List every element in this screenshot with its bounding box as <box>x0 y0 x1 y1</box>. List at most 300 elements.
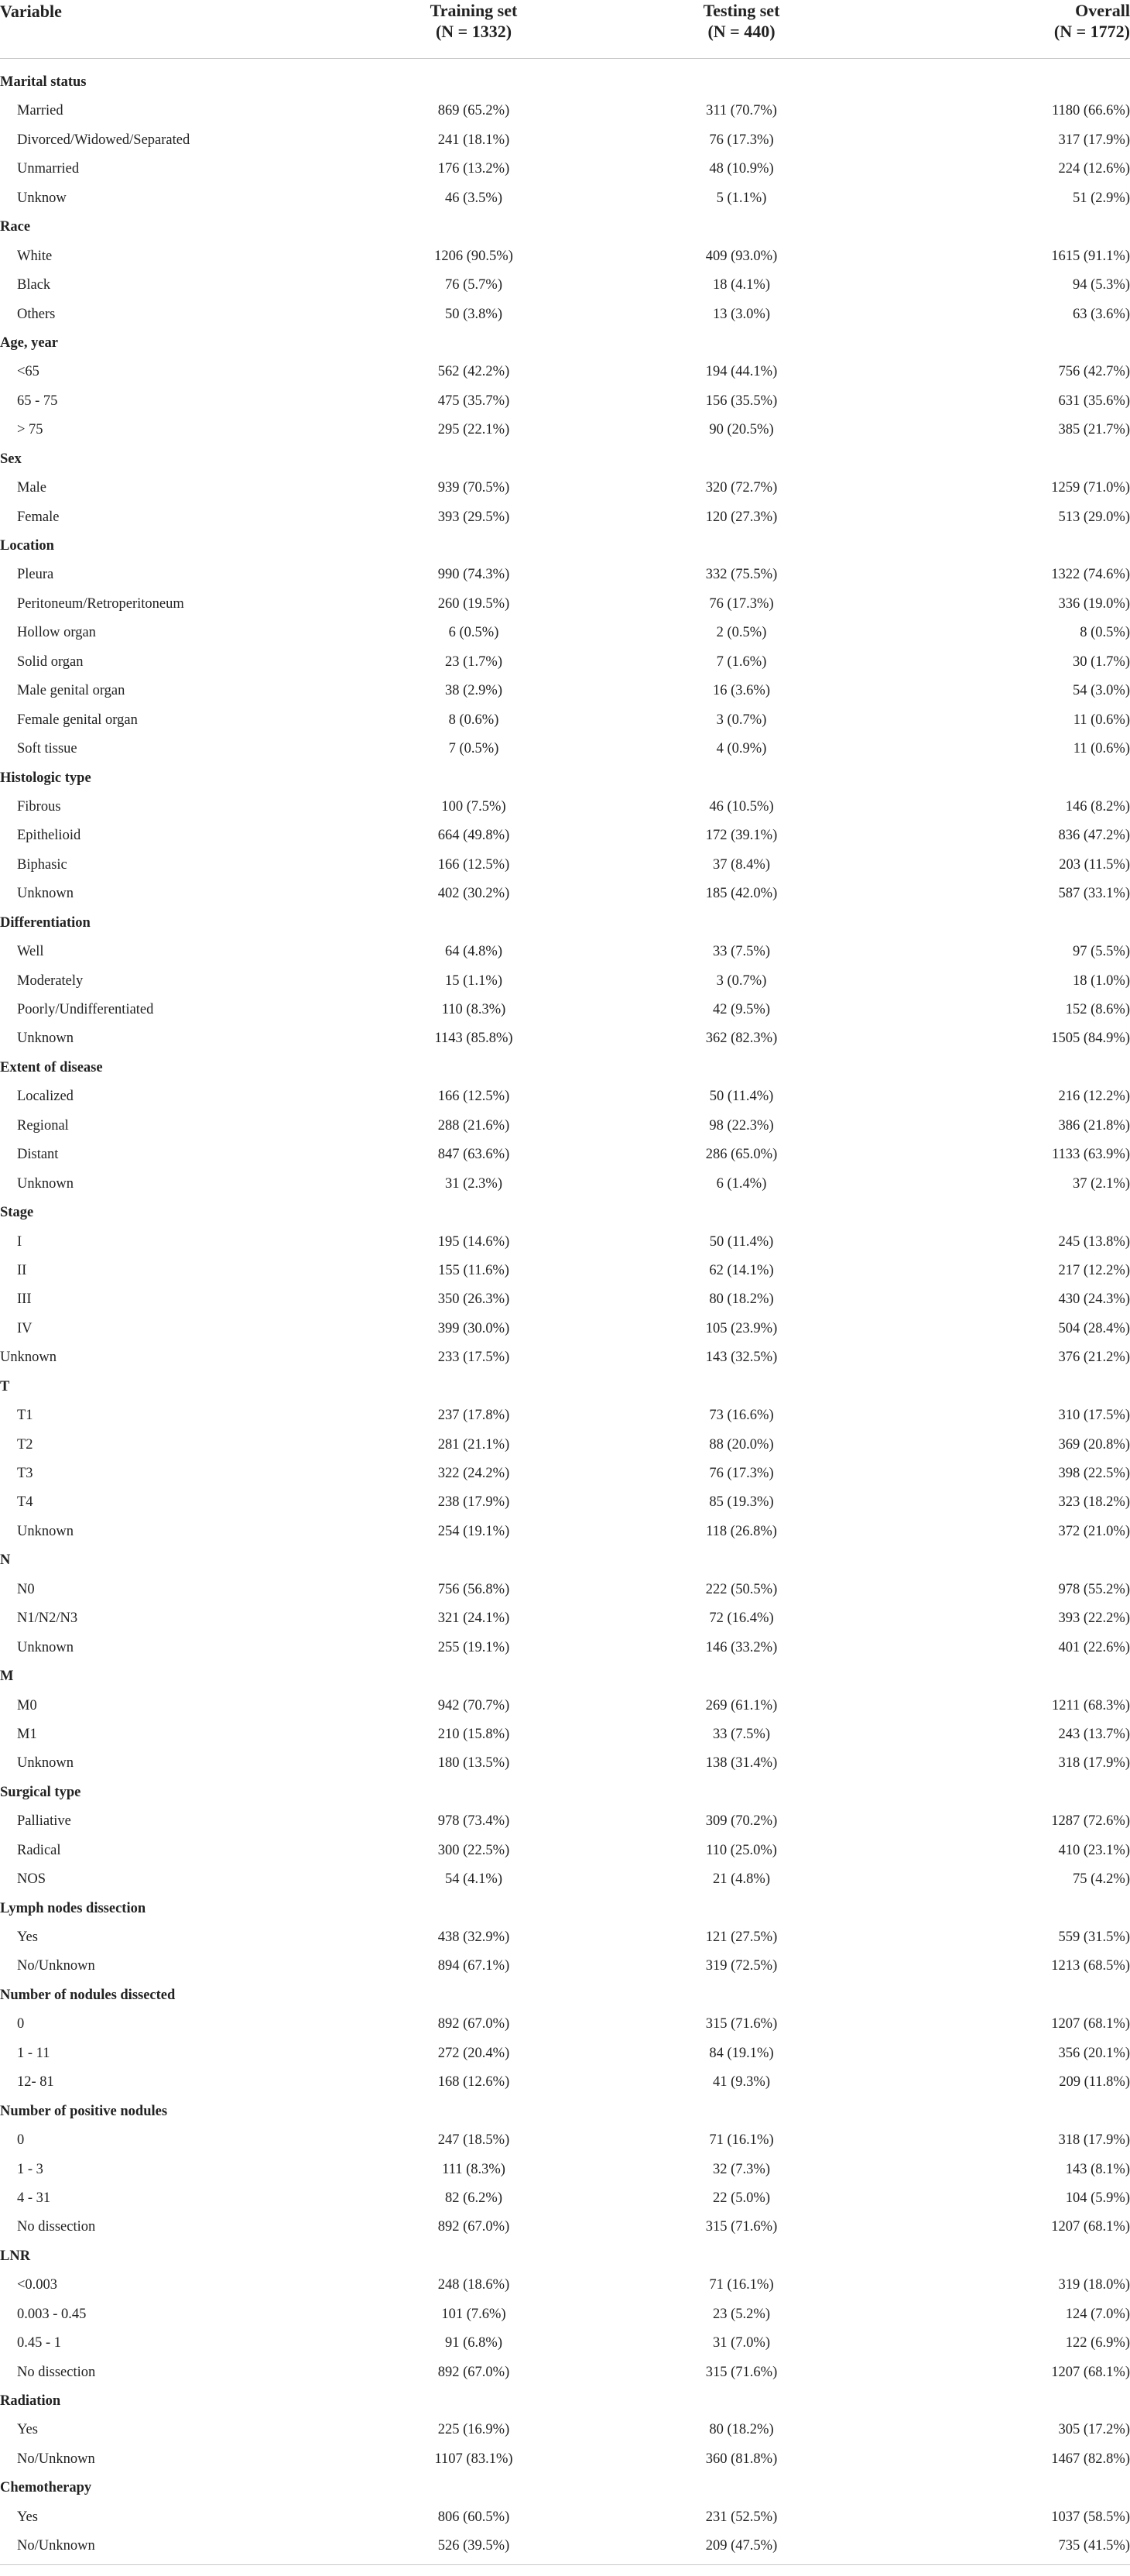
testing-value: 85 (19.3%) <box>709 1494 774 1511</box>
training-value: 50 (3.8%) <box>445 306 502 322</box>
row-label: No dissection <box>17 2364 96 2380</box>
training-value: 210 (15.8%) <box>437 1726 510 1742</box>
training-value: 894 (67.1%) <box>437 1958 510 1974</box>
row-label: I <box>17 1233 22 1250</box>
training-value: 942 (70.7%) <box>437 1697 510 1713</box>
testing-value: 90 (20.5%) <box>709 422 774 438</box>
row-label: Palliative <box>17 1813 71 1830</box>
overall-value: 385 (21.7%) <box>1058 422 1130 438</box>
table-row <box>0 1082 1130 1111</box>
overall-value: 323 (18.2%) <box>1058 1494 1130 1511</box>
group-header-row <box>0 1199 1130 1227</box>
testing-value: 32 (7.3%) <box>713 2161 770 2177</box>
table-row <box>0 938 1130 966</box>
overall-value: 393 (22.2%) <box>1058 1610 1130 1627</box>
overall-value: 203 (11.5%) <box>1059 856 1130 873</box>
overall-value: 1207 (68.1%) <box>1051 2219 1130 2235</box>
training-value: 664 (49.8%) <box>437 828 510 844</box>
group-header-row <box>0 1895 1130 1923</box>
training-value: 322 (24.2%) <box>437 1466 510 1481</box>
overall-value: 11 (0.6%) <box>1073 741 1130 757</box>
table-row <box>0 793 1130 822</box>
overall-value: 978 (55.2%) <box>1058 1581 1130 1597</box>
header-variable: Variable <box>0 2 62 21</box>
row-label: Unknown <box>17 1523 74 1539</box>
row-label: M0 <box>17 1697 37 1713</box>
testing-value: 80 (18.2%) <box>709 2422 774 2438</box>
training-value: 1143 (85.8%) <box>434 1031 513 1047</box>
row-label: T1 <box>17 1408 33 1424</box>
overall-value: 631 (35.6%) <box>1058 393 1130 409</box>
overall-value: 1213 (68.5%) <box>1051 1958 1130 1974</box>
group-header-row <box>0 909 1130 938</box>
overall-value: 1133 (63.9%) <box>1051 1147 1130 1163</box>
training-value: 756 (56.8%) <box>437 1581 510 1597</box>
testing-value: 76 (17.3%) <box>709 1466 774 1481</box>
row-label: II <box>17 1262 27 1278</box>
overall-value: 1505 (84.9%) <box>1051 1031 1130 1047</box>
overall-value: 1211 (68.3%) <box>1051 1697 1130 1713</box>
training-value: 350 (26.3%) <box>437 1291 510 1308</box>
row-label: N1/N2/N3 <box>17 1610 78 1627</box>
row-label: White <box>17 248 53 264</box>
table-row <box>0 1923 1130 1952</box>
row-label: Unknown <box>17 1755 74 1772</box>
testing-value: 120 (27.3%) <box>705 509 778 525</box>
testing-value: 62 (14.1%) <box>709 1262 774 1278</box>
training-value: 1206 (90.5%) <box>434 248 513 264</box>
row-label: Poorly/Undifferentiated <box>17 1002 154 1017</box>
training-value: 241 (18.1%) <box>437 132 510 148</box>
table-row <box>0 416 1130 444</box>
table-row <box>0 1576 1130 1604</box>
table-row <box>0 1604 1130 1633</box>
table-row <box>0 97 1130 125</box>
group-label: Stage <box>0 1205 34 1221</box>
testing-value: 50 (11.4%) <box>709 1089 774 1105</box>
table-header <box>0 0 1130 59</box>
group-header-row <box>0 2242 1130 2271</box>
overall-value: 587 (33.1%) <box>1058 886 1130 902</box>
overall-value: 376 (21.2%) <box>1058 1350 1130 1366</box>
testing-value: 332 (75.5%) <box>705 567 778 583</box>
testing-value: 18 (4.1%) <box>713 277 770 293</box>
overall-value: 54 (3.0%) <box>1073 683 1130 699</box>
row-label: T3 <box>17 1466 33 1481</box>
testing-value: 5 (1.1%) <box>716 190 767 206</box>
testing-value: 309 (70.2%) <box>705 1813 778 1830</box>
table-row <box>0 561 1130 589</box>
testing-value: 320 (72.7%) <box>705 480 778 496</box>
testing-value: 156 (35.5%) <box>705 393 778 409</box>
testing-value: 71 (16.1%) <box>709 2132 774 2149</box>
row-label: Black <box>17 277 51 293</box>
overall-value: 318 (17.9%) <box>1058 1755 1130 1772</box>
training-value: 7 (0.5%) <box>448 741 499 757</box>
overall-value: 756 (42.7%) <box>1058 364 1130 380</box>
overall-value: 401 (22.6%) <box>1058 1639 1130 1655</box>
testing-value: 360 (81.8%) <box>705 2451 778 2467</box>
training-value: 272 (20.4%) <box>437 2045 510 2061</box>
testing-value: 3 (0.7%) <box>716 972 767 989</box>
row-label: No/Unknown <box>17 2451 95 2467</box>
row-label: Solid organ <box>17 653 84 670</box>
row-label: Unknown <box>17 1175 74 1192</box>
group-header-row <box>0 1779 1130 1807</box>
training-value: 110 (8.3%) <box>441 1002 506 1017</box>
group-label: Sex <box>0 451 22 467</box>
training-value: 91 (6.8%) <box>445 2335 502 2351</box>
row-label: T4 <box>17 1494 33 1511</box>
training-value: 46 (3.5%) <box>445 190 502 206</box>
overall-value: 8 (0.5%) <box>1080 625 1130 641</box>
training-value: 100 (7.5%) <box>441 798 506 815</box>
testing-value: 98 (22.3%) <box>709 1117 774 1134</box>
table-row <box>0 184 1130 213</box>
testing-value: 21 (4.8%) <box>713 1871 770 1888</box>
testing-value: 118 (26.8%) <box>706 1523 777 1539</box>
testing-value: 88 (20.0%) <box>709 1436 774 1453</box>
group-header-row <box>0 764 1130 793</box>
group-label: Differentiation <box>0 914 91 931</box>
testing-value: 72 (16.4%) <box>709 1610 774 1627</box>
testing-value: 6 (1.4%) <box>716 1175 767 1192</box>
table-row <box>0 648 1130 677</box>
testing-value: 13 (3.0%) <box>713 306 770 322</box>
overall-value: 143 (8.1%) <box>1065 2161 1130 2177</box>
overall-value: 559 (31.5%) <box>1058 1929 1130 1945</box>
row-label: Unknow <box>17 190 67 206</box>
table-row <box>0 967 1130 996</box>
overall-value: 30 (1.7%) <box>1073 653 1130 670</box>
table-row <box>0 1343 1130 1372</box>
testing-value: 315 (71.6%) <box>705 2219 778 2235</box>
table-row <box>0 1518 1130 1546</box>
bottom-rule <box>0 2564 1130 2566</box>
training-value: 806 (60.5%) <box>437 2509 510 2525</box>
testing-value: 110 (25.0%) <box>706 1842 777 1858</box>
group-header-row <box>0 68 1130 97</box>
testing-value: 73 (16.6%) <box>709 1408 774 1424</box>
testing-value: 362 (82.3%) <box>705 1031 778 1047</box>
testing-value: 84 (19.1%) <box>709 2045 774 2061</box>
training-value: 195 (14.6%) <box>437 1233 510 1250</box>
testing-value: 409 (93.0%) <box>705 248 778 264</box>
row-label: Hollow organ <box>17 625 96 641</box>
row-label: 1 - 11 <box>17 2045 50 2061</box>
testing-value: 286 (65.0%) <box>705 1147 778 1163</box>
group-label: Lymph nodes dissection <box>0 1900 146 1916</box>
testing-value: 222 (50.5%) <box>705 1581 778 1597</box>
table-row <box>0 1431 1130 1460</box>
overall-value: 386 (21.8%) <box>1058 1117 1130 1134</box>
group-header-row <box>0 2387 1130 2416</box>
overall-value: 504 (28.4%) <box>1058 1320 1130 1336</box>
row-label: No/Unknown <box>17 2538 95 2554</box>
testing-value: 16 (3.6%) <box>713 683 770 699</box>
table-row <box>0 590 1130 619</box>
training-value: 526 (39.5%) <box>437 2538 510 2554</box>
group-label: Extent of disease <box>0 1059 103 1075</box>
overall-value: 122 (6.9%) <box>1065 2335 1130 2351</box>
row-label: No dissection <box>17 2219 96 2235</box>
table-row <box>0 1749 1130 1778</box>
table-row <box>0 2532 1130 2561</box>
row-label: Fibrous <box>17 798 61 815</box>
row-label: Unknown <box>17 886 74 902</box>
row-label: Pleura <box>17 567 54 583</box>
table-row <box>0 387 1130 416</box>
testing-value: 2 (0.5%) <box>716 625 767 641</box>
overall-value: 63 (3.6%) <box>1073 306 1130 322</box>
group-label: Surgical type <box>0 1784 81 1800</box>
overall-value: 245 (13.8%) <box>1058 1233 1130 1250</box>
training-value: 892 (67.0%) <box>437 2219 510 2235</box>
overall-value: 1615 (91.1%) <box>1051 248 1130 264</box>
table-row <box>0 271 1130 300</box>
testing-value: 315 (71.6%) <box>705 2016 778 2032</box>
row-label: Unknown <box>0 1350 56 1366</box>
training-value: 31 (2.3%) <box>445 1175 502 1192</box>
training-value: 990 (74.3%) <box>437 567 510 583</box>
table-row <box>0 1634 1130 1662</box>
table-row <box>0 2068 1130 2097</box>
training-value: 300 (22.5%) <box>437 1842 510 1858</box>
overall-value: 224 (12.6%) <box>1058 161 1130 177</box>
testing-value: 172 (39.1%) <box>705 828 778 844</box>
training-value: 1107 (83.1%) <box>434 2451 513 2467</box>
table-row <box>0 1257 1130 1285</box>
table-row <box>0 126 1130 155</box>
testing-value: 33 (7.5%) <box>713 944 770 960</box>
testing-value: 46 (10.5%) <box>709 798 774 815</box>
overall-value: 1207 (68.1%) <box>1051 2016 1130 2032</box>
table-row <box>0 2156 1130 2184</box>
table-row <box>0 2445 1130 2474</box>
group-header-row <box>0 1662 1130 1691</box>
overall-value: 243 (13.7%) <box>1058 1726 1130 1742</box>
overall-value: 735 (41.5%) <box>1058 2538 1130 2554</box>
testing-value: 319 (72.5%) <box>705 1958 778 1974</box>
testing-value: 31 (7.0%) <box>713 2335 770 2351</box>
group-label: Histologic type <box>0 770 91 786</box>
overall-value: 104 (5.9%) <box>1065 2190 1130 2206</box>
row-label: Moderately <box>17 972 84 989</box>
header-testing-label: Testing set <box>703 1 780 20</box>
overall-value: 356 (20.1%) <box>1058 2045 1130 2061</box>
row-label: M1 <box>17 1726 37 1742</box>
row-label: 0.003 - 0.45 <box>17 2306 87 2322</box>
testing-value: 76 (17.3%) <box>709 595 774 612</box>
table-row <box>0 706 1130 735</box>
table-row <box>0 2271 1130 2300</box>
table-row <box>0 880 1130 908</box>
group-label: Number of nodules dissected <box>0 1987 176 2003</box>
training-value: 847 (63.6%) <box>437 1147 510 1163</box>
testing-value: 185 (42.0%) <box>705 886 778 902</box>
table-row <box>0 822 1130 850</box>
training-value: 281 (21.1%) <box>437 1436 510 1453</box>
overall-value: 372 (21.0%) <box>1058 1523 1130 1539</box>
overall-value: 1180 (66.6%) <box>1051 103 1130 119</box>
training-value: 76 (5.7%) <box>445 277 502 293</box>
table-row <box>0 242 1130 271</box>
header-testing-n: (N = 440) <box>707 22 776 41</box>
row-label: Female <box>17 509 60 525</box>
training-value: 225 (16.9%) <box>437 2422 510 2438</box>
table-row <box>0 1692 1130 1720</box>
table-row <box>0 503 1130 532</box>
row-label: Female genital organ <box>17 712 138 728</box>
group-label: Marital status <box>0 74 87 90</box>
row-label: Peritoneum/Retroperitoneum <box>17 595 184 612</box>
group-header-row <box>0 1546 1130 1575</box>
header-testing <box>656 0 827 42</box>
table-row <box>0 1460 1130 1488</box>
training-value: 892 (67.0%) <box>437 2364 510 2380</box>
table-row <box>0 1024 1130 1053</box>
testing-value: 41 (9.3%) <box>713 2074 770 2091</box>
overall-value: 513 (29.0%) <box>1058 509 1130 525</box>
group-header-row <box>0 1373 1130 1401</box>
group-header-row <box>0 532 1130 561</box>
group-header-row <box>0 2098 1130 2126</box>
row-label: > 75 <box>17 422 43 438</box>
header-training <box>389 0 559 42</box>
testing-value: 269 (61.1%) <box>705 1697 778 1713</box>
row-label: T2 <box>17 1436 33 1453</box>
training-value: 255 (19.1%) <box>437 1639 510 1655</box>
training-value: 393 (29.5%) <box>437 509 510 525</box>
row-label: Radical <box>17 1842 61 1858</box>
row-label: Male genital organ <box>17 683 125 699</box>
testing-value: 143 (32.5%) <box>705 1350 778 1366</box>
training-value: 402 (30.2%) <box>437 886 510 902</box>
row-label: Married <box>17 103 63 119</box>
table-row <box>0 2358 1130 2387</box>
training-value: 321 (24.1%) <box>437 1610 510 1627</box>
row-label: Epithelioid <box>17 828 81 844</box>
overall-value: 305 (17.2%) <box>1058 2422 1130 2438</box>
training-value: 166 (12.5%) <box>437 1089 510 1105</box>
training-value: 233 (17.5%) <box>437 1350 510 1366</box>
table-row <box>0 1315 1130 1343</box>
row-label: Unknown <box>17 1639 74 1655</box>
overall-value: 398 (22.5%) <box>1058 1466 1130 1481</box>
group-label: Number of positive nodules <box>0 2103 168 2119</box>
overall-value: 310 (17.5%) <box>1058 1408 1130 1424</box>
table-row <box>0 474 1130 503</box>
testing-value: 80 (18.2%) <box>709 1291 774 1308</box>
row-label: Distant <box>17 1147 59 1163</box>
overall-value: 318 (17.9%) <box>1058 2132 1130 2149</box>
table-row <box>0 1170 1130 1199</box>
group-header-row <box>0 213 1130 242</box>
group-label: Radiation <box>0 2393 61 2409</box>
testing-value: 50 (11.4%) <box>709 1233 774 1250</box>
overall-value: 317 (17.9%) <box>1058 132 1130 148</box>
overall-value: 1322 (74.6%) <box>1051 567 1130 583</box>
table-row <box>0 1228 1130 1257</box>
training-value: 8 (0.6%) <box>448 712 499 728</box>
overall-value: 410 (23.1%) <box>1058 1842 1130 1858</box>
table-row <box>0 2416 1130 2444</box>
group-label: Race <box>0 219 31 235</box>
group-header-row <box>0 445 1130 474</box>
row-label: Unmarried <box>17 161 80 177</box>
table-row <box>0 1112 1130 1141</box>
group-header-row <box>0 2474 1130 2502</box>
table-row <box>0 1837 1130 1865</box>
testing-value: 48 (10.9%) <box>709 161 774 177</box>
overall-value: 1207 (68.1%) <box>1051 2364 1130 2380</box>
testing-value: 105 (23.9%) <box>705 1320 778 1336</box>
table-row <box>0 2300 1130 2329</box>
table-row <box>0 155 1130 184</box>
row-label: 0 <box>17 2132 25 2149</box>
row-label: Others <box>17 306 56 322</box>
training-value: 64 (4.8%) <box>445 944 502 960</box>
training-value: 288 (21.6%) <box>437 1117 510 1134</box>
overall-value: 369 (20.8%) <box>1058 1436 1130 1453</box>
row-label: Yes <box>17 1929 38 1945</box>
testing-value: 231 (52.5%) <box>705 2509 778 2525</box>
overall-value: 1037 (58.5%) <box>1051 2509 1130 2525</box>
overall-value: 152 (8.6%) <box>1065 1002 1130 1017</box>
group-label: Chemotherapy <box>0 2480 92 2496</box>
table-body <box>0 59 1130 2561</box>
row-label: Yes <box>17 2422 38 2438</box>
overall-value: 51 (2.9%) <box>1073 190 1130 206</box>
training-value: 438 (32.9%) <box>437 1929 510 1945</box>
row-label: N0 <box>17 1581 35 1597</box>
training-value: 562 (42.2%) <box>437 364 510 380</box>
testing-value: 146 (33.2%) <box>705 1639 778 1655</box>
training-value: 180 (13.5%) <box>437 1755 510 1772</box>
row-label: 65 - 75 <box>17 393 58 409</box>
table-row <box>0 2126 1130 2155</box>
header-overall-label: Overall <box>1075 1 1130 20</box>
row-label: No/Unknown <box>17 1958 95 1974</box>
training-value: 939 (70.5%) <box>437 480 510 496</box>
table-row <box>0 2039 1130 2068</box>
table-row <box>0 358 1130 386</box>
row-label: Yes <box>17 2509 38 2525</box>
row-label: Regional <box>17 1117 69 1134</box>
training-value: 111 (8.3%) <box>442 2161 505 2177</box>
row-label: Unknown <box>17 1031 74 1047</box>
training-value: 892 (67.0%) <box>437 2016 510 2032</box>
row-label: 1 - 3 <box>17 2161 43 2177</box>
overall-value: 430 (24.3%) <box>1058 1291 1130 1308</box>
table-row <box>0 735 1130 763</box>
table-row <box>0 300 1130 329</box>
overall-value: 146 (8.2%) <box>1065 798 1130 815</box>
overall-value: 1287 (72.6%) <box>1051 1813 1130 1830</box>
table-row <box>0 1865 1130 1894</box>
testing-value: 4 (0.9%) <box>716 741 767 757</box>
testing-value: 209 (47.5%) <box>705 2538 778 2554</box>
testing-value: 138 (31.4%) <box>705 1755 778 1772</box>
row-label: <65 <box>17 364 39 380</box>
testing-value: 7 (1.6%) <box>716 653 767 670</box>
table-row <box>0 2503 1130 2532</box>
table-row <box>0 1285 1130 1314</box>
testing-value: 121 (27.5%) <box>705 1929 778 1945</box>
training-value: 237 (17.8%) <box>437 1408 510 1424</box>
group-label: M <box>0 1669 14 1685</box>
header-training-label: Training set <box>430 1 518 20</box>
